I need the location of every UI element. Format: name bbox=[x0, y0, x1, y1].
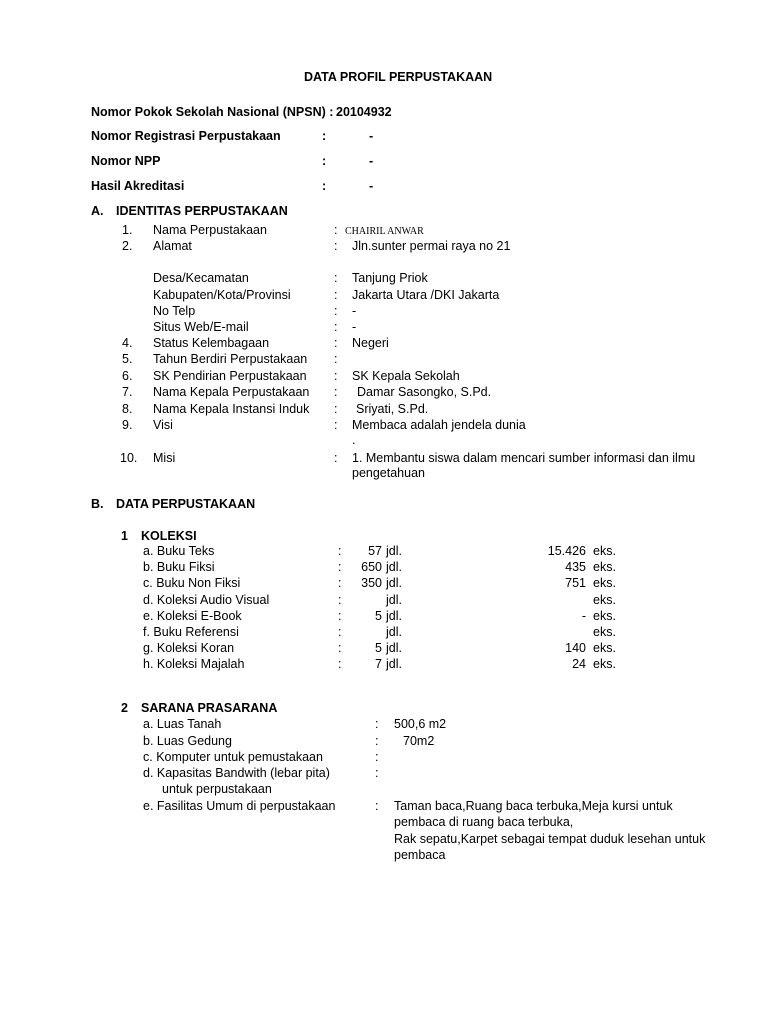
colon: : bbox=[338, 625, 342, 639]
item-number: 7. bbox=[122, 385, 133, 399]
koleksi-jdl-unit: jdl. bbox=[386, 593, 402, 607]
visi-dot: . bbox=[352, 433, 356, 447]
colon: : bbox=[375, 799, 379, 813]
colon: : bbox=[334, 352, 338, 366]
colon: : bbox=[334, 418, 338, 432]
koleksi-jdl-value: 350 bbox=[361, 576, 382, 590]
fasilitas-line-3: Rak sepatu,Karpet sebagai tempat duduk lesehan untuk bbox=[394, 832, 706, 846]
kab-label: Kabupaten/Kota/Provinsi bbox=[153, 288, 291, 302]
koleksi-eks-value: 435 bbox=[565, 560, 586, 574]
koleksi-label: d. Koleksi Audio Visual bbox=[143, 593, 270, 607]
colon: : bbox=[338, 560, 342, 574]
koleksi-jdl-unit: jdl. bbox=[386, 560, 402, 574]
status-value: Negeri bbox=[352, 336, 389, 350]
colon: : bbox=[322, 129, 327, 143]
colon: : bbox=[334, 271, 338, 285]
colon: : bbox=[338, 657, 342, 671]
alamat-value: Jln.sunter permai raya no 21 bbox=[352, 239, 511, 253]
koleksi-eks-unit: eks. bbox=[593, 560, 616, 574]
koleksi-eks-unit: eks. bbox=[593, 609, 616, 623]
bandwith-label-2: untuk perpustakaan bbox=[162, 782, 272, 796]
page-title: DATA PROFIL PERPUSTAKAAN bbox=[304, 70, 493, 84]
fasilitas-line-1: Taman baca,Ruang baca terbuka,Meja kursi untuk bbox=[394, 799, 673, 813]
colon: : bbox=[334, 385, 338, 399]
koleksi-eks-unit: eks. bbox=[593, 625, 616, 639]
section-b-letter: B. bbox=[91, 497, 104, 511]
koleksi-number: 1 bbox=[121, 529, 128, 543]
item-number: 1. bbox=[122, 223, 133, 237]
koleksi-eks-unit: eks. bbox=[593, 593, 616, 607]
colon: : bbox=[338, 609, 342, 623]
koleksi-eks-value: - bbox=[581, 609, 586, 623]
item-number: 10. bbox=[120, 451, 138, 465]
tahun-label: Tahun Berdiri Perpustakaan bbox=[153, 352, 308, 366]
koleksi-label: g. Koleksi Koran bbox=[143, 641, 235, 655]
koleksi-heading: KOLEKSI bbox=[141, 529, 197, 543]
koleksi-eks-unit: eks. bbox=[593, 641, 616, 655]
registrasi-label: Nomor Registrasi Perpustakaan bbox=[91, 129, 281, 143]
instansi-label: Nama Kepala Instansi Induk bbox=[153, 402, 310, 416]
kepala-value: Damar Sasongko, S.Pd. bbox=[357, 385, 492, 399]
gedung-value: 70m2 bbox=[403, 734, 435, 748]
tanah-label: a. Luas Tanah bbox=[143, 717, 222, 731]
nama-label: Nama Perpustakaan bbox=[153, 223, 267, 237]
section-b-heading: DATA PERPUSTAKAAN bbox=[116, 497, 256, 511]
item-number: 9. bbox=[122, 418, 133, 432]
koleksi-eks-value: 24 bbox=[572, 657, 586, 671]
koleksi-eks-value: 751 bbox=[565, 576, 586, 590]
koleksi-eks-unit: eks. bbox=[593, 657, 616, 671]
koleksi-jdl-value: 650 bbox=[361, 560, 382, 574]
koleksi-jdl-unit: jdl. bbox=[386, 657, 402, 671]
section-a-heading: IDENTITAS PERPUSTAKAAN bbox=[116, 204, 288, 218]
colon: : bbox=[334, 451, 338, 465]
visi-value: Membaca adalah jendela dunia bbox=[352, 418, 526, 432]
item-number: 2. bbox=[122, 239, 133, 253]
item-number: 8. bbox=[122, 402, 133, 416]
desa-value: Tanjung Priok bbox=[352, 271, 428, 285]
npp-label: Nomor NPP bbox=[91, 154, 161, 168]
telp-label: No Telp bbox=[153, 304, 196, 318]
fasilitas-line-4: pembaca bbox=[394, 848, 446, 862]
koleksi-jdl-unit: jdl. bbox=[386, 544, 402, 558]
kepala-label: Nama Kepala Perpustakaan bbox=[153, 385, 310, 399]
item-number: 4. bbox=[122, 336, 133, 350]
koleksi-jdl-unit: jdl. bbox=[386, 625, 402, 639]
koleksi-label: h. Koleksi Majalah bbox=[143, 657, 245, 671]
koleksi-eks-unit: eks. bbox=[593, 544, 616, 558]
registrasi-value: - bbox=[369, 129, 374, 143]
colon: : bbox=[322, 179, 327, 193]
sk-value: SK Kepala Sekolah bbox=[352, 369, 460, 383]
fasilitas-line-2: pembaca di ruang baca terbuka, bbox=[394, 815, 574, 829]
colon: : bbox=[334, 402, 338, 416]
status-label: Status Kelembagaan bbox=[153, 336, 270, 350]
akreditasi-label: Hasil Akreditasi bbox=[91, 179, 185, 193]
item-number: 5. bbox=[122, 352, 133, 366]
koleksi-eks-unit: eks. bbox=[593, 576, 616, 590]
misi-label: Misi bbox=[153, 451, 176, 465]
colon: : bbox=[322, 154, 327, 168]
alamat-label: Alamat bbox=[153, 239, 192, 253]
koleksi-label: b. Buku Fiksi bbox=[143, 560, 215, 574]
colon: : bbox=[334, 239, 338, 253]
sk-label: SK Pendirian Perpustakaan bbox=[153, 369, 307, 383]
colon: : bbox=[375, 750, 379, 764]
web-label: Situs Web/E-mail bbox=[153, 320, 249, 334]
koleksi-label: e. Koleksi E-Book bbox=[143, 609, 242, 623]
koleksi-eks-value: 140 bbox=[565, 641, 586, 655]
telp-value: - bbox=[352, 304, 357, 318]
colon: : bbox=[375, 717, 379, 731]
koleksi-jdl-value: 5 bbox=[375, 641, 382, 655]
koleksi-eks-value: 15.426 bbox=[547, 544, 586, 558]
nama-value: CHAIRIL ANWAR bbox=[345, 226, 424, 237]
bandwith-label: d. Kapasitas Bandwith (lebar pita) bbox=[143, 766, 330, 780]
koleksi-jdl-value: 7 bbox=[375, 657, 382, 671]
colon: : bbox=[334, 336, 338, 350]
colon: : bbox=[334, 304, 338, 318]
npsn-label: Nomor Pokok Sekolah Nasional (NPSN) : bbox=[91, 105, 334, 119]
colon: : bbox=[334, 223, 338, 237]
instansi-value: Sriyati, S.Pd. bbox=[356, 402, 429, 416]
koleksi-jdl-value: 57 bbox=[368, 544, 382, 558]
koleksi-label: c. Buku Non Fiksi bbox=[143, 576, 241, 590]
colon: : bbox=[334, 288, 338, 302]
web-value: - bbox=[352, 320, 357, 334]
colon: : bbox=[338, 576, 342, 590]
sarana-number: 2 bbox=[121, 701, 128, 715]
fasilitas-label: e. Fasilitas Umum di perpustakaan bbox=[143, 799, 336, 813]
colon: : bbox=[375, 734, 379, 748]
akreditasi-value: - bbox=[369, 179, 374, 193]
koleksi-jdl-value: 5 bbox=[375, 609, 382, 623]
colon: : bbox=[338, 544, 342, 558]
kab-value: Jakarta Utara /DKI Jakarta bbox=[352, 288, 500, 302]
gedung-label: b. Luas Gedung bbox=[143, 734, 232, 748]
koleksi-jdl-unit: jdl. bbox=[386, 576, 402, 590]
item-number: 6. bbox=[122, 369, 133, 383]
misi-value: 1. Membantu siswa dalam mencari sumber informasi dan ilmu pengetahuan bbox=[352, 451, 696, 480]
koleksi-label: f. Buku Referensi bbox=[143, 625, 239, 639]
koleksi-label: a. Buku Teks bbox=[143, 544, 215, 558]
koleksi-jdl-unit: jdl. bbox=[386, 641, 402, 655]
colon: : bbox=[334, 369, 338, 383]
npsn-value: 20104932 bbox=[336, 105, 392, 119]
colon: : bbox=[338, 593, 342, 607]
koleksi-jdl-unit: jdl. bbox=[386, 609, 402, 623]
colon: : bbox=[375, 766, 379, 780]
visi-label: Visi bbox=[153, 418, 173, 432]
npp-value: - bbox=[369, 154, 374, 168]
colon: : bbox=[334, 320, 338, 334]
sarana-heading: SARANA PRASARANA bbox=[141, 701, 278, 715]
desa-label: Desa/Kecamatan bbox=[153, 271, 249, 285]
komputer-label: c. Komputer untuk pemustakaan bbox=[143, 750, 323, 764]
section-a-letter: A. bbox=[91, 204, 104, 218]
tanah-value: 500,6 m2 bbox=[394, 717, 447, 731]
colon: : bbox=[338, 641, 342, 655]
